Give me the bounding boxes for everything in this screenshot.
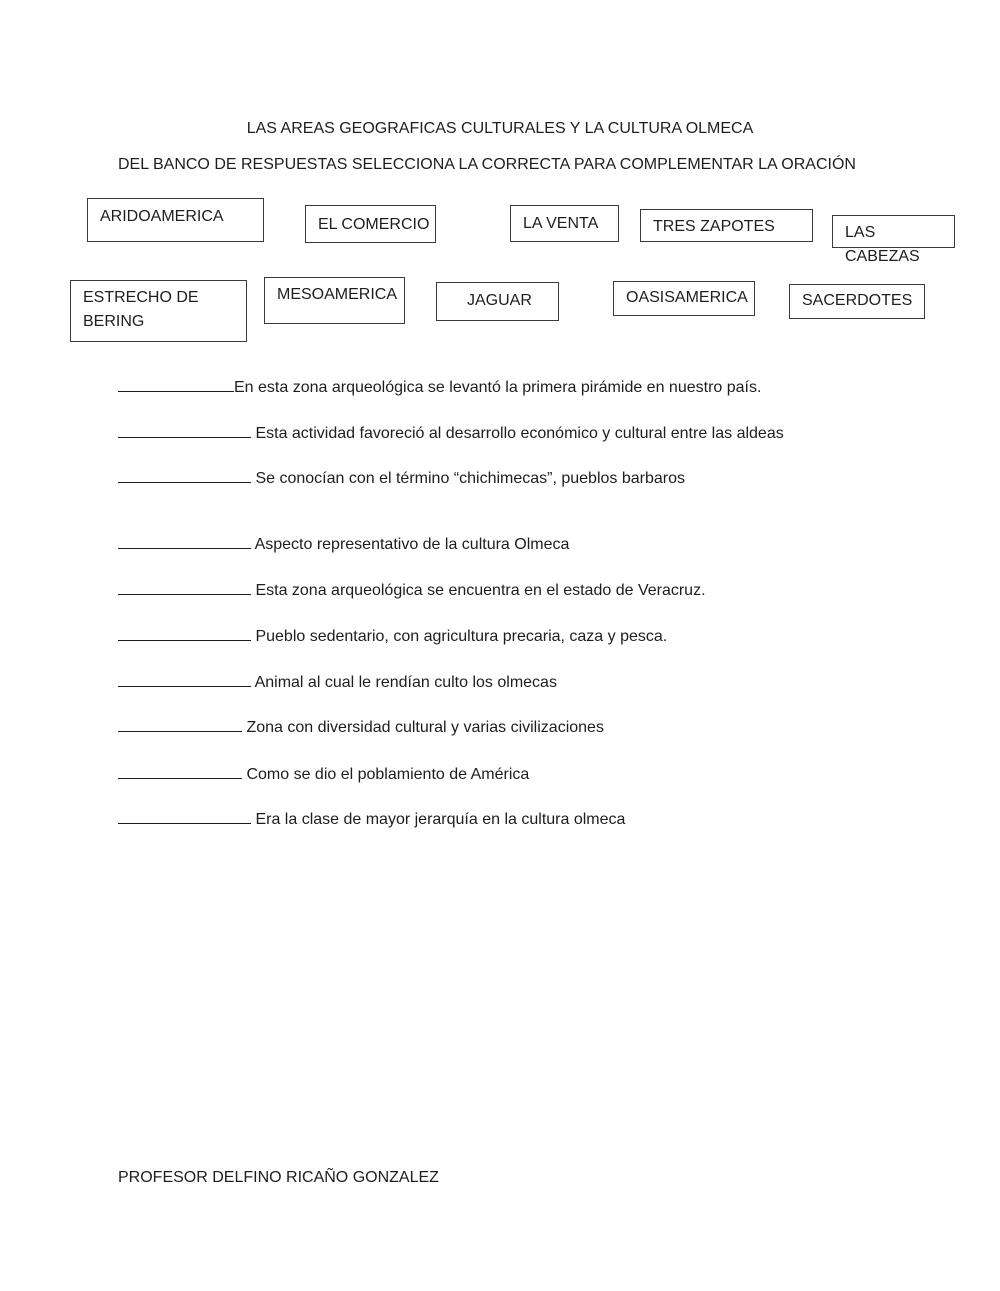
instructions: DEL BANCO DE RESPUESTAS SELECCIONA LA CORRECTA PARA COMPLEMENTAR LA ORACIÓN	[118, 156, 856, 173]
question-text: Como se dio el poblamiento de América	[242, 766, 530, 783]
answer-blank[interactable]	[118, 422, 251, 438]
answer-option[interactable]: ARIDOAMERICA	[87, 198, 264, 242]
question-text: Animal al cual le rendían culto los olmecas	[251, 674, 557, 691]
answer-option[interactable]: MESOAMERICA	[264, 277, 405, 324]
page-title: LAS AREAS GEOGRAFICAS CULTURALES Y LA CULTURA OLMECA	[246, 120, 754, 137]
answer-option[interactable]: OASISAMERICA	[613, 281, 755, 316]
question-item	[118, 467, 685, 488]
answer-option[interactable]: TRES ZAPOTES	[640, 209, 813, 242]
answer-option[interactable]: ESTRECHO DE BERING	[70, 280, 247, 342]
question-item	[118, 533, 569, 554]
question-text: Pueblo sedentario, con agricultura precaria, caza y pesca.	[251, 628, 668, 645]
question-text: Se conocían con el término “chichimecas”, pueblos barbaros	[251, 470, 685, 487]
question-item	[118, 422, 784, 443]
answer-blank[interactable]	[118, 533, 251, 549]
answer-option[interactable]: EL COMERCIO	[305, 205, 436, 243]
answer-blank[interactable]	[118, 808, 251, 824]
answer-blank[interactable]	[118, 579, 251, 595]
answer-blank[interactable]	[118, 716, 242, 732]
question-text: Zona con diversidad cultural y varias civilizaciones	[242, 719, 604, 736]
question-item	[118, 808, 625, 829]
question-text: En esta zona arqueológica se levantó la primera pirámide en nuestro país.	[234, 379, 762, 396]
question-item	[118, 671, 557, 692]
answer-option[interactable]: LA VENTA	[510, 205, 619, 242]
question-item	[118, 716, 604, 737]
answer-blank[interactable]	[118, 467, 251, 483]
question-text: Esta actividad favoreció al desarrollo económico y cultural entre las aldeas	[251, 425, 784, 442]
answer-blank[interactable]	[118, 763, 242, 779]
question-text: Era la clase de mayor jerarquía en la cultura olmeca	[251, 811, 626, 828]
question-text: Esta zona arqueológica se encuentra en el estado de Veracruz.	[251, 582, 706, 599]
question-item	[118, 625, 667, 646]
question-item	[118, 376, 761, 397]
question-text: Aspecto representativo de la cultura Olmeca	[251, 536, 570, 553]
answer-blank[interactable]	[118, 625, 251, 641]
answer-option[interactable]: SACERDOTES	[789, 284, 925, 319]
answer-blank[interactable]	[118, 376, 234, 392]
question-item	[118, 579, 706, 600]
answer-option[interactable]: JAGUAR	[436, 282, 559, 321]
teacher-name: PROFESOR DELFINO RICAÑO GONZALEZ	[118, 1169, 439, 1186]
answer-blank[interactable]	[118, 671, 251, 687]
answer-option[interactable]: LAS CABEZAS	[832, 215, 955, 248]
question-item	[118, 763, 529, 784]
